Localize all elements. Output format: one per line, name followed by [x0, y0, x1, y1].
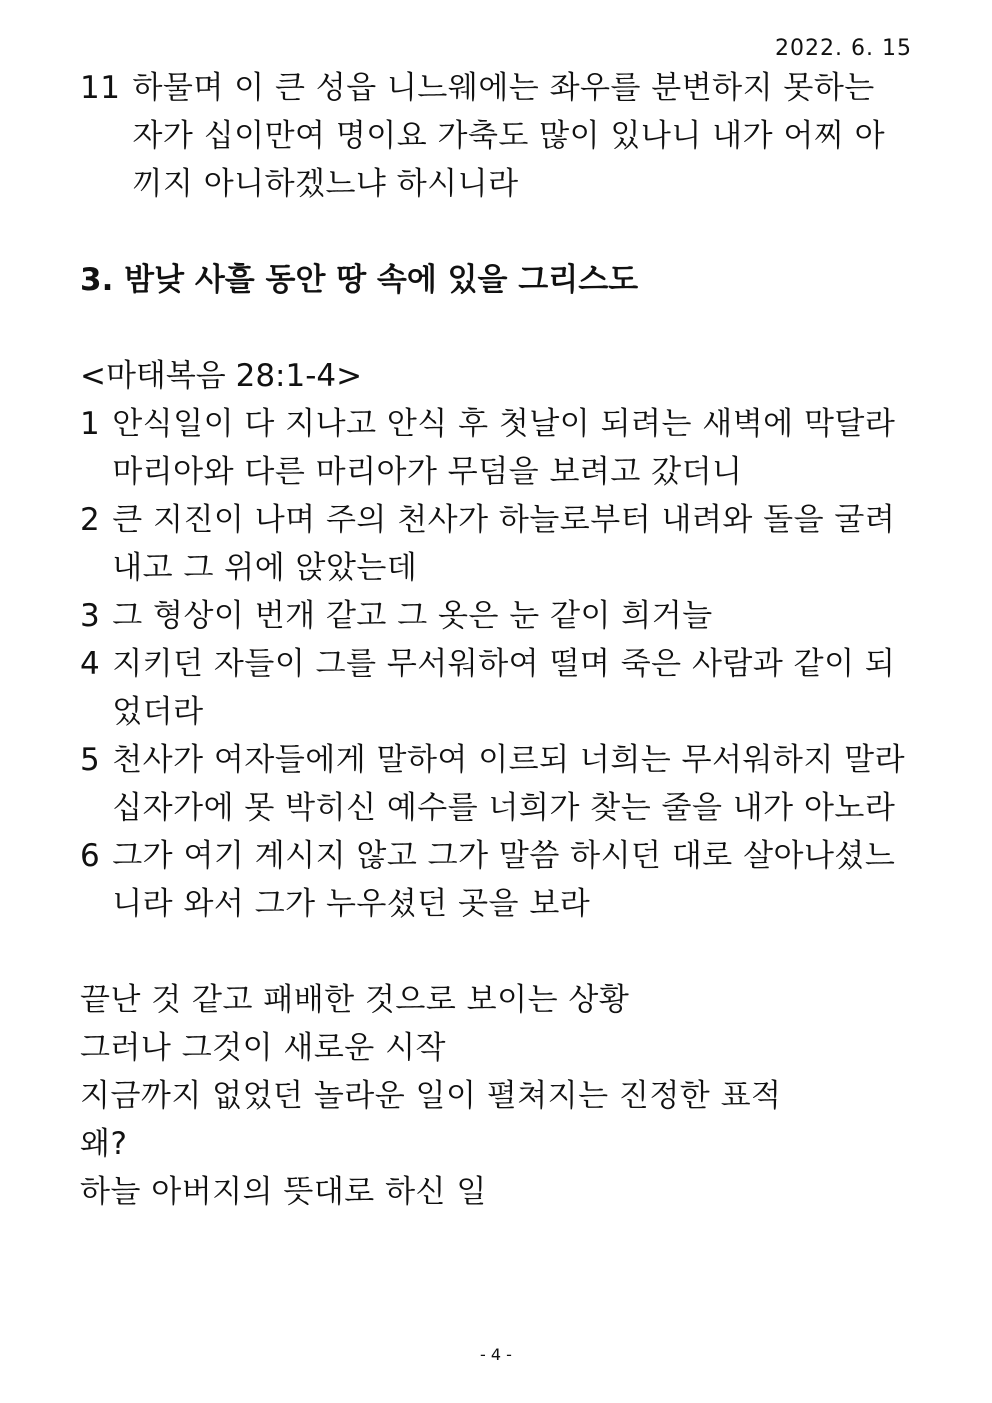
- verse-line: 었더라: [112, 694, 204, 730]
- verse-line: 큰 지진이 나며 주의 천사가 하늘로부터 내려와 돌을 굴려: [112, 502, 896, 538]
- verse-number: 5: [80, 742, 101, 778]
- verse-line: 하물며 이 큰 성읍 니느웨에는 좌우를 분변하지 못하는: [132, 70, 875, 106]
- verse-text: [112, 736, 910, 832]
- page-number: - 4 -: [480, 1345, 512, 1364]
- verse-line: 자가 십이만여 명이요 가축도 많이 있나니 내가 어찌 아: [132, 118, 886, 154]
- verse-line: 내고 그 위에 앉았는데: [112, 550, 418, 586]
- verse-number: 11: [80, 70, 121, 106]
- reflection-line: 그러나 그것이 새로운 시작: [80, 1030, 446, 1066]
- reflection-line: 끝난 것 같고 패배한 것으로 보이는 상황: [80, 982, 630, 1018]
- verse-line: 그가 여기 계시지 않고 그가 말씀 하시던 대로 살아나셨느: [112, 838, 896, 874]
- verse-6: [80, 832, 910, 928]
- verse-5: [80, 736, 910, 832]
- verse-line: 안식일이 다 지나고 안식 후 첫날이 되려는 새벽에 막달라: [112, 406, 896, 442]
- verse-1: [80, 400, 910, 496]
- verse-line: 니라 와서 그가 누우셨던 곳을 보라: [112, 886, 591, 922]
- verse-11: [80, 64, 910, 208]
- verse-line: 그 형상이 번개 같고 그 옷은 눈 같이 희거늘: [112, 598, 713, 634]
- verse-line: 지키던 자들이 그를 무서워하여 떨며 죽은 사람과 같이 되: [112, 646, 896, 682]
- reflection-line: 왜?: [80, 1126, 128, 1162]
- verse-number: 3: [80, 598, 101, 634]
- verse-3: [80, 592, 910, 640]
- verse-text: [112, 640, 910, 736]
- section-heading: 3. 밤낮 사흘 동안 땅 속에 있을 그리스도: [80, 262, 639, 298]
- verse-line: 천사가 여자들에게 말하여 이르되 너희는 무서워하지 말라: [112, 742, 906, 778]
- document-date: 2022. 6. 15: [775, 36, 912, 61]
- verse-text: [112, 400, 910, 496]
- verse-4: [80, 640, 910, 736]
- verse-text: [112, 592, 910, 640]
- scripture-reference: <마태복음 28:1-4>: [80, 358, 363, 394]
- reflection-line: 하늘 아버지의 뜻대로 하신 일: [80, 1174, 487, 1210]
- reflection-line: 지금까지 없었던 놀라운 일이 펼쳐지는 진정한 표적: [80, 1078, 782, 1114]
- verse-text: [132, 64, 910, 208]
- verse-number: 1: [80, 406, 101, 442]
- verse-number: 4: [80, 646, 101, 682]
- verse-line: 끼지 아니하겠느냐 하시니라: [132, 166, 519, 202]
- verse-number: 6: [80, 838, 101, 874]
- verse-2: [80, 496, 910, 592]
- verse-line: 마리아와 다른 마리아가 무덤을 보려고 갔더니: [112, 454, 743, 490]
- spacer: [80, 928, 910, 976]
- verse-number: 2: [80, 502, 101, 538]
- verse-text: [112, 496, 910, 592]
- page-content: [80, 64, 910, 1216]
- verse-line: 십자가에 못 박히신 예수를 너희가 찾는 줄을 내가 아노라: [112, 790, 896, 826]
- verse-text: [112, 832, 910, 928]
